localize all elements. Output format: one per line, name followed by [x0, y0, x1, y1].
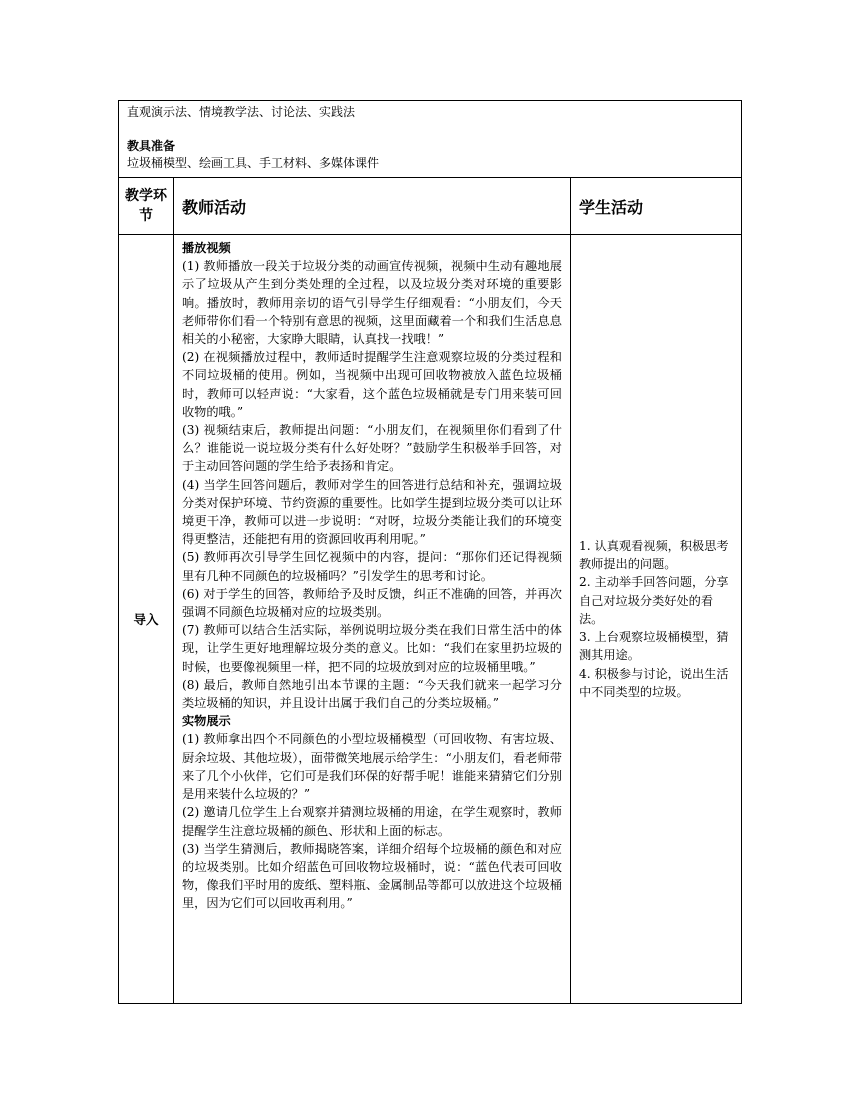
materials-text: 垃圾桶模型、绘画工具、手工材料、多媒体课件	[127, 156, 380, 170]
teacher-step: (2) 邀请几位学生上台观察并猜测垃圾桶的用途，在学生观察时，教师提醒学生注意垃圾桶的颜色、形状和上面的标志。	[182, 805, 562, 838]
student-activity-cell	[571, 235, 742, 1004]
lesson-plan-table	[118, 100, 742, 1004]
header-student-activity: 学生活动	[571, 178, 742, 235]
teacher-step: (4) 当学生回答问题后，教师对学生的回答进行总结和补充，强调垃圾分类对保护环境、节约资源的重要性。比如学生提到垃圾分类可以让环境更干净，教师可以进一步说明：“对呀，垃圾分类能让我们的环境变得更整洁，还能把有用的资源回收再利用呢。”	[182, 477, 562, 547]
student-step: 1. 认真观看视频，积极思考教师提出的问题。	[579, 539, 729, 572]
teacher-step: (3) 视频结束后，教师提出问题：“小朋友们，在视频里你们看到了什么？谁能说一说垃圾分类有什么好处呀？”鼓励学生积极举手回答，对于主动回答问题的学生给予表扬和肯定。	[182, 423, 562, 474]
teacher-step: (3) 当学生猜测后，教师揭晓答案，详细介绍每个垃圾桶的颜色和对应的垃圾类别。比如介绍蓝色可回收物垃圾桶时，说：“蓝色代表可回收物，像我们平时用的废纸、塑料瓶、金属制品等都可以放进这个垃圾桶里，因为它们可以回收再利用。”	[182, 841, 562, 911]
header-stage: 教学环节	[119, 178, 174, 235]
table-row	[119, 235, 742, 1004]
teaching-methods-text: 直观演示法、情境教学法、讨论法、实践法	[127, 105, 356, 119]
teacher-step: (2) 在视频播放过程中，教师适时提醒学生注意观察垃圾的分类过程和不同垃圾桶的使用。例如，当视频中出现可回收物被放入蓝色垃圾桶时，教师可以轻声说：“大家看，这个蓝色垃圾桶就是专门用来装可回收物的哦。”	[182, 350, 562, 419]
methods-materials-row	[119, 101, 742, 178]
methods-materials-cell	[119, 101, 742, 178]
teacher-step: (1) 教师拿出四个不同颜色的小型垃圾桶模型（可回收物、有害垃圾、厨余垃圾、其他垃圾），面带微笑地展示给学生：“小朋友们，看老师带来了几个小伙伴，它们可是我们环保的好帮手呢！谁能来猜猜它们分别是用来装什么垃圾的？”	[182, 732, 562, 802]
teacher-activity-cell	[174, 235, 571, 1004]
teacher-step: (1) 教师播放一段关于垃圾分类的动画宣传视频，视频中生动有趣地展示了垃圾从产生到分类处理的全过程，以及垃圾分类对环境的重要影响。播放时，教师用亲切的语气引导学生仔细观看：“小朋友们，今天老师带你们看一个特别有意思的视频，这里面藏着一个和我们生活息息相关的小秘密，大家睁大眼睛，认真找一找哦！”	[182, 259, 562, 347]
table-header-row	[119, 178, 742, 235]
teacher-step: (8) 最后，教师自然地引出本节课的主题：“今天我们就来一起学习分类垃圾桶的知识，并且设计出属于我们自己的分类垃圾桶。”	[182, 677, 562, 711]
section-title-play-video: 播放视频	[182, 241, 231, 255]
materials-heading: 教具准备	[127, 139, 176, 153]
teacher-step: (6) 对于学生的回答，教师给予及时反馈，纠正不准确的回答，并再次强调不同颜色垃圾桶对应的垃圾类别。	[182, 586, 562, 620]
student-step: 4. 积极参与讨论，说出生活中不同类型的垃圾。	[579, 666, 729, 699]
stage-cell-intro: 导入	[119, 235, 174, 1004]
lesson-plan-page	[118, 100, 741, 1004]
blank-line	[127, 121, 735, 138]
student-step: 3. 上台观察垃圾桶模型，猜测其用途。	[579, 630, 729, 663]
section-title-object-display: 实物展示	[182, 714, 231, 729]
header-teacher-activity: 教师活动	[174, 178, 571, 235]
student-step: 2. 主动举手回答问题，分享自己对垃圾分类好处的看法。	[579, 575, 729, 626]
teacher-step: (5) 教师再次引导学生回忆视频中的内容，提问：“那你们还记得视频里有几种不同颜色的垃圾桶吗？”引发学生的思考和讨论。	[182, 550, 562, 583]
teacher-step: (7) 教师可以结合生活实际，举例说明垃圾分类在我们日常生活中的体现，让学生更好地理解垃圾分类的意义。比如：“我们在家里扔垃圾的时候，也要像视频里一样，把不同的垃圾放到对应的垃圾桶里哦。”	[182, 623, 562, 674]
